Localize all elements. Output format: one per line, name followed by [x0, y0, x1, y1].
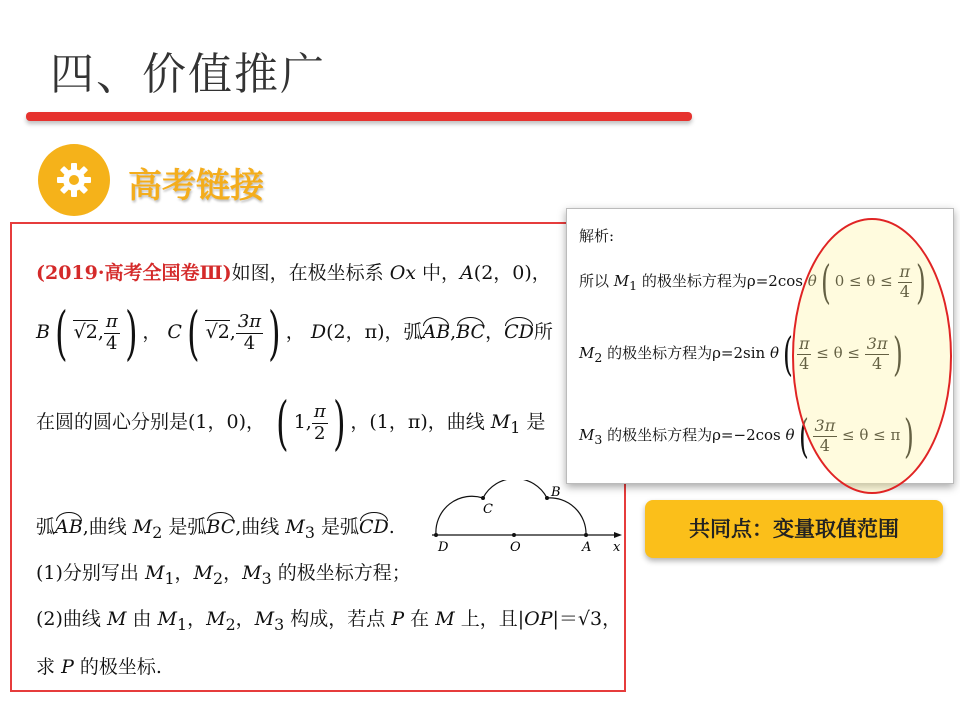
question-1: (1)分别写出 $M_1$，$M_2$，$M_3$ 的极坐标方程； — [36, 562, 411, 588]
solution-line-1: 所以 $M_1$ 的极坐标方程为ρ=2cos θ( 0 ≤ θ ≤ $\frac{\pi}{4}$ ) — [579, 255, 926, 309]
point-a — [584, 533, 588, 537]
problem-line-1: (2019·高考全国卷Ⅲ)如图，在极坐标系 Ox 中，A(2，0)， — [36, 262, 551, 284]
label-x: x — [613, 540, 621, 552]
point-b — [545, 496, 549, 500]
title-underline — [26, 112, 692, 121]
point-o — [512, 533, 516, 537]
problem-box — [10, 222, 626, 692]
arc-diagram — [430, 480, 626, 552]
gear-icon — [54, 160, 94, 200]
page-title: 四、价值推广 — [50, 49, 326, 100]
problem-line-4: 弧AB,曲线 $M_2$ 是弧BC,曲线 $M_3$ 是弧CD. — [36, 516, 395, 542]
section-badge — [38, 144, 110, 216]
arc-ab — [547, 498, 586, 535]
section-title: 高考链接 — [128, 166, 264, 206]
arc-cd — [436, 496, 483, 535]
highlight-oval — [792, 218, 952, 494]
problem-line-2: B( √2, $\frac{\pi}{4}$ ) ， C( √2, $\frac{3\pi}{4}$ ) ， D(2，π)，弧AB,BC，CD所 — [36, 299, 553, 367]
callout-note: 共同点：变量取值范围 — [645, 500, 943, 558]
solution-line-2: $M_2$ 的极坐标方程为ρ=2sin θ( $\frac{\pi}{4}$ ≤ θ ≤ $\frac{3\pi}{4}$ ) — [579, 327, 904, 381]
label-c: C — [483, 502, 493, 517]
question-2-cont: 求 P 的极坐标. — [36, 656, 162, 678]
problem-source: (2019·高考全国卷Ⅲ) — [36, 262, 232, 284]
x-axis-arrow — [614, 532, 622, 538]
label-b: B — [551, 485, 561, 500]
point-c — [481, 496, 485, 500]
question-2: (2)曲线 M 由 $M_1$，$M_2$，$M_3$ 构成，若点 P 在 M 上，且|OP|＝√3， — [36, 608, 622, 634]
problem-line-3: 在圆的圆心分别是(1，0)， ( 1, $\frac{\pi}{2}$ ) ，(1，π)，曲线 $M_1$ 是 — [36, 389, 546, 457]
solution-line-3: $M_3$ 的极坐标方程为ρ=−2cos θ( $\frac{3\pi}{4}$ ≤ θ ≤ π) — [579, 409, 915, 463]
label-d: D — [438, 540, 449, 552]
solution-heading: 解析: — [579, 227, 615, 245]
label-a: A — [582, 540, 592, 552]
point-d — [434, 533, 438, 537]
arc-bc — [483, 480, 547, 498]
label-o: O — [510, 540, 521, 552]
